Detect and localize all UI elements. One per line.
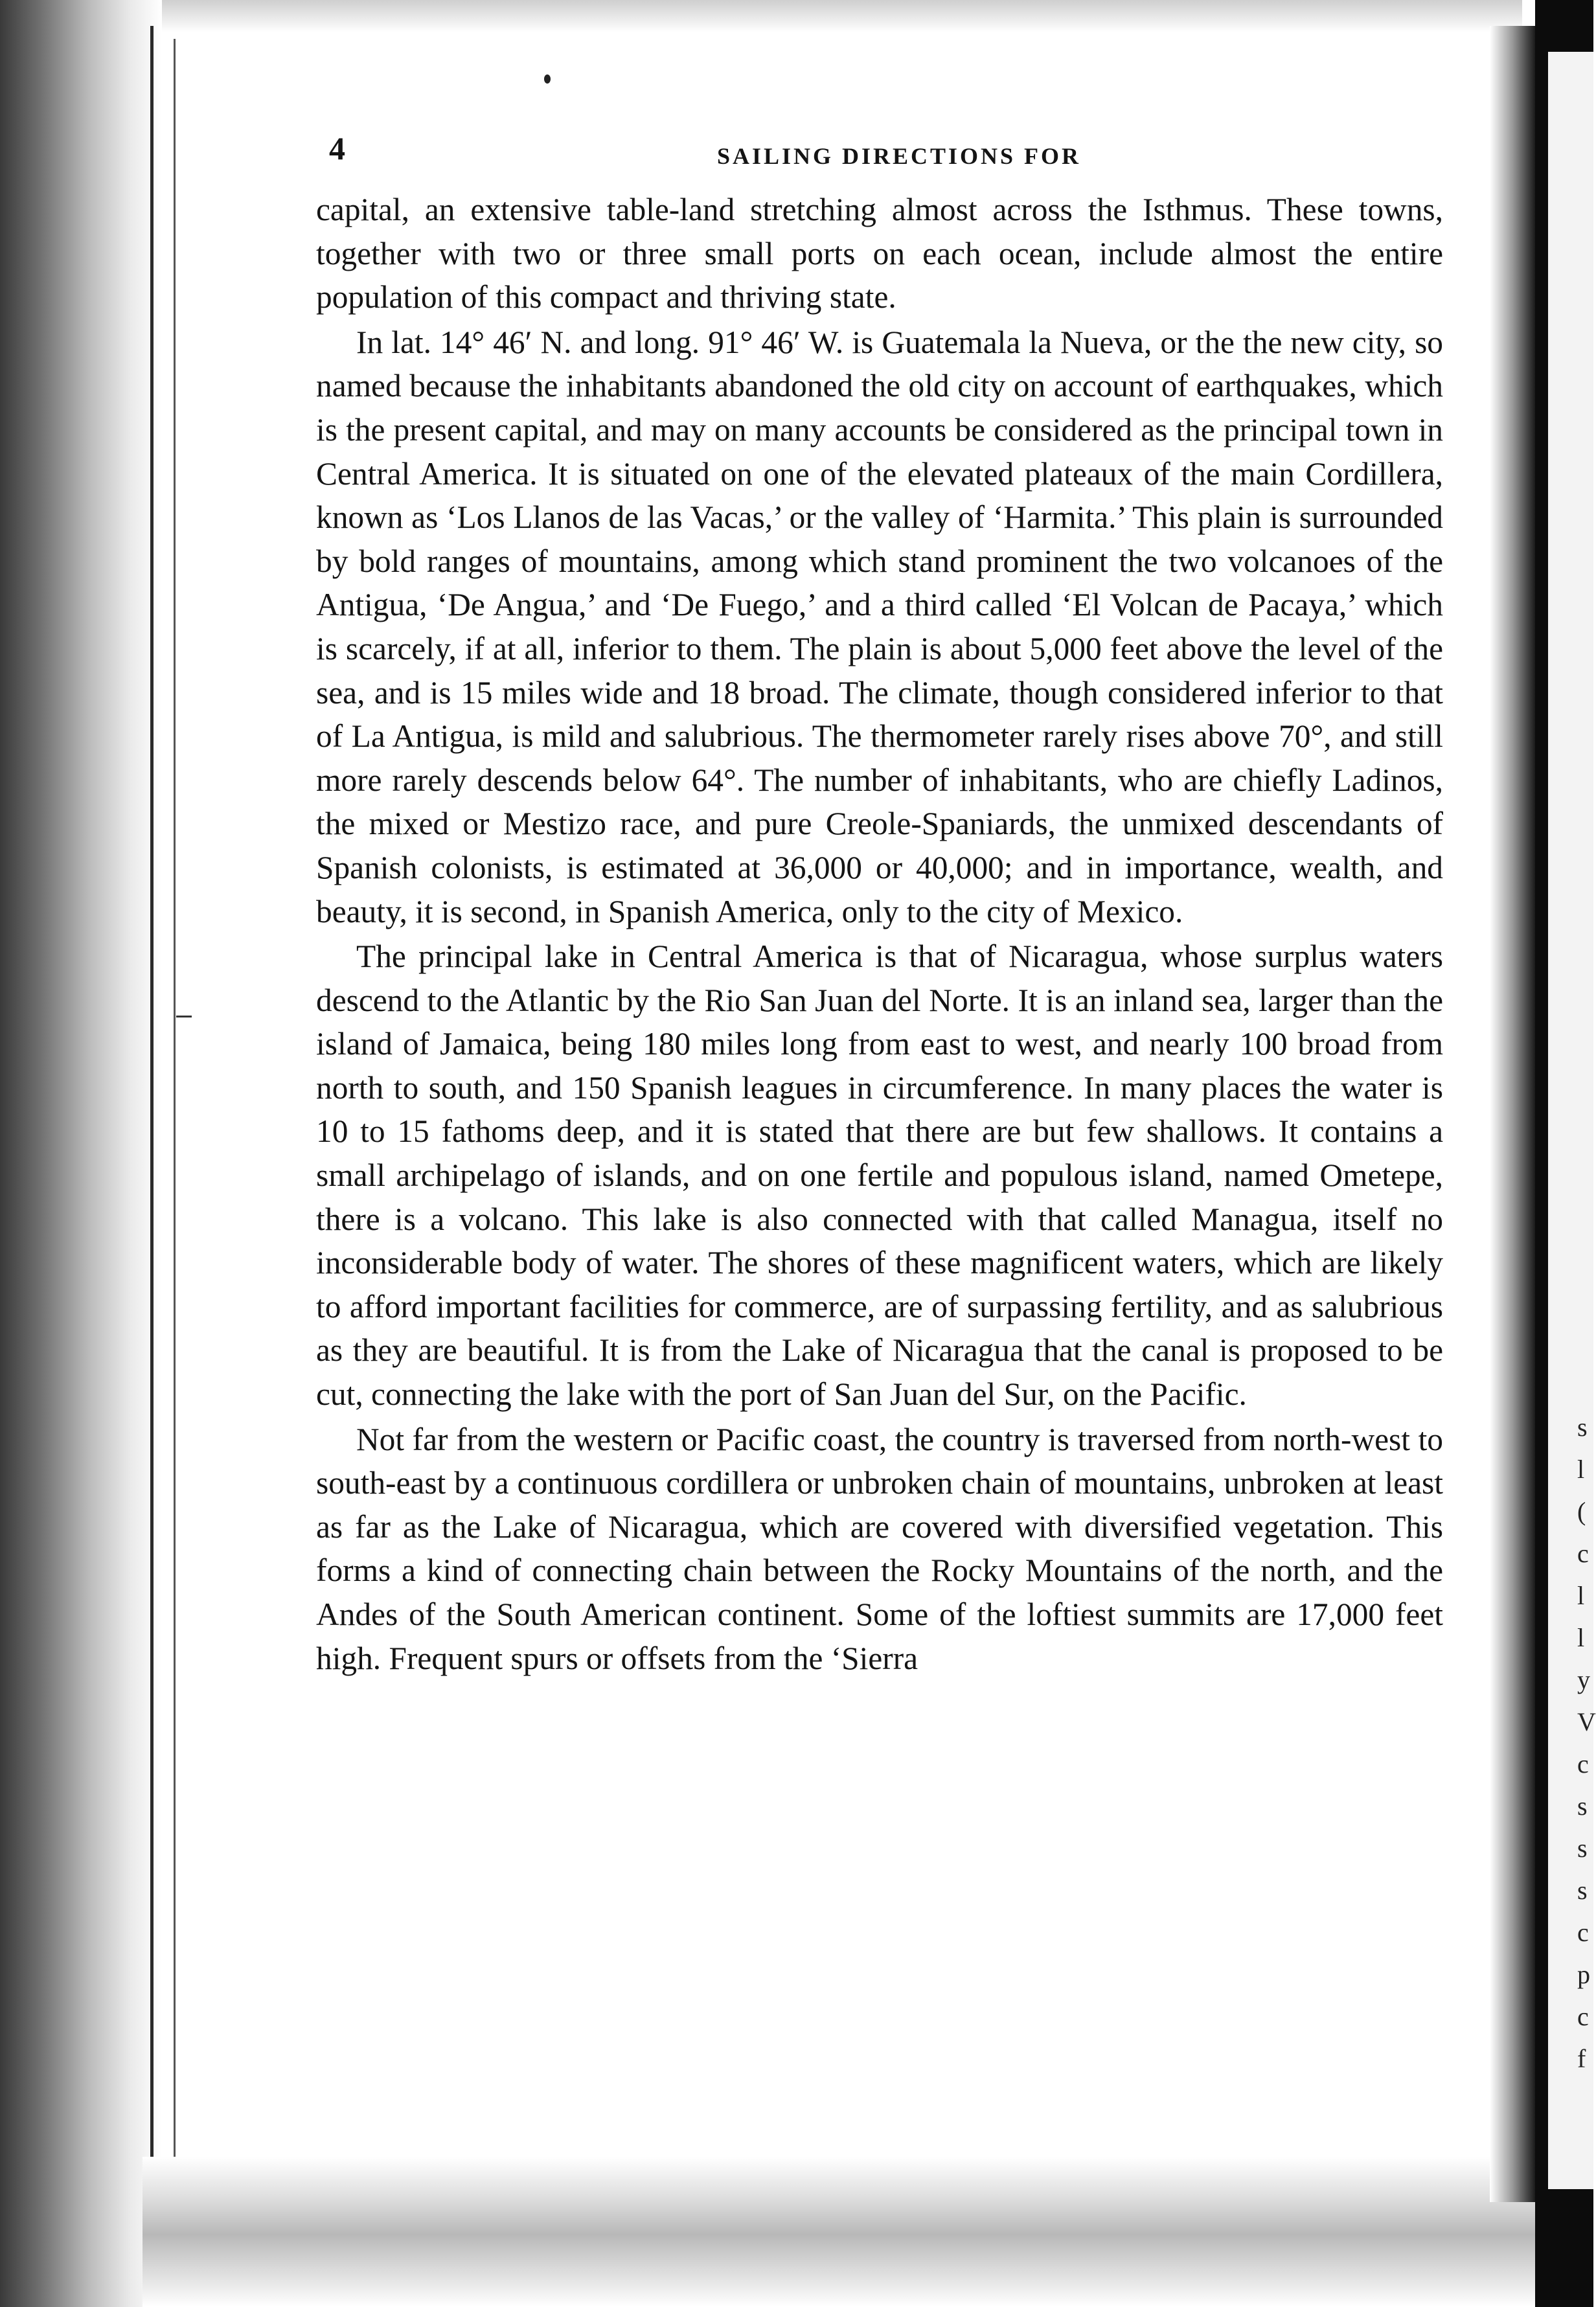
running-title: SAILING DIRECTIONS FOR (716, 143, 1082, 169)
facing-page-letter: s (1577, 1876, 1588, 1905)
page-number: 4 (329, 130, 345, 166)
printer-mark-dot (544, 74, 551, 84)
body-text (316, 188, 1443, 1680)
facing-page-letter: c (1577, 1749, 1589, 1779)
binding-edge-line-inner (174, 39, 176, 2241)
top-page-edge (162, 0, 1522, 32)
binding-edge-line (150, 26, 154, 2241)
facing-page-letter: s (1577, 1834, 1588, 1863)
book-page (316, 117, 1443, 1681)
right-gutter-shadow (1490, 26, 1535, 2202)
facing-page-letter: c (1577, 1918, 1589, 1947)
facing-page-letter: s (1577, 1413, 1588, 1442)
facing-page-letter: l (1577, 1623, 1585, 1652)
facing-page-letter: y (1577, 1665, 1590, 1694)
facing-page-strip (1548, 52, 1593, 2189)
facing-page-letter: ( (1577, 1497, 1586, 1526)
facing-page-letter: l (1577, 1581, 1585, 1610)
margin-mark (176, 1016, 192, 1017)
facing-page-letter: l (1577, 1455, 1585, 1484)
facing-page-letter: c (1577, 1539, 1589, 1568)
facing-page-letter: f (1577, 2044, 1586, 2073)
paragraph: The principal lake in Central America is that of Nicaragua, whose surplus waters descend to the Atlantic by the Rio San Juan del Norte. It is an inland sea, larger than the island of Jamaica, being 180 miles long from east to west, and nearly 100 broad from north to south, and 150 Spanish leagues in circumference. In many places the water is 10 to 15 fathoms deep, and it is stated that there are but few shallows. It contains a small archipelago of islands, and on one fertile and populous island, named Ometepe, there is a volcano. This lake is also connected with that called Managua, itself no inconsiderable body of water. The shores of these magnificent waters, which are likely to afford important facilities for commerce, are of surpassing fertility, and as salubrious as they are beautiful. It is from the Lake of Nicaragua that the canal is proposed to be cut, connecting the lake with the port of San Juan del Sur, on the Pacific. (316, 938, 1443, 1413)
bottom-page-edge (142, 2157, 1568, 2307)
facing-page-letter: V (1577, 1707, 1596, 1736)
left-binding-shadow (0, 0, 162, 2307)
running-head (316, 117, 1443, 181)
facing-page-letter: s (1577, 1791, 1588, 1821)
paragraph: capital, an extensive table-land stretching almost across the Isthmus. These towns, together with two or three small ports on each ocean, include almost the entire population of this compact and thriving state. (316, 192, 1443, 315)
facing-page-letter: c (1577, 2002, 1589, 2031)
paragraph: In lat. 14° 46′ N. and long. 91° 46′ W. is Guatemala la Nueva, or the the new city, so named because the inhabitants abandoned the old city on account of earthquakes, which is the present capital, and may on many accounts be considered as the principal town in Central America. It is situated on one of the elevated plateaux of the main Cordillera, known as ‘Los Llanos de las Vacas,’ or the valley of ‘Harmita.’ This plain is surrounded by bold ranges of mountains, among which stand prominent the two volcanoes of the Antigua, ‘De Angua,’ and ‘De Fuego,’ and a third called ‘El Volcan de Pacaya,’ which is scarcely, if at all, inferior to them. The plain is about 5,000 feet above the level of the sea, and is 15 miles wide and 18 broad. The climate, though considered inferior to that of La Antigua, is mild and salubrious. The thermometer rarely rises above 70°, and still more rarely descends below 64°. The number of inhabitants, who are chiefly Ladinos, the mixed or Mestizo race, and pure Creole-Spaniards, the unmixed descendants of Spanish colonists, is estimated at 36,000 or 40,000; and in importance, wealth, and beauty, it is second, in Spanish America, only to the city of Mexico. (316, 324, 1443, 929)
paragraph: Not far from the western or Pacific coast, the country is traversed from north-west to south-east by a continuous cordillera or unbroken chain of mountains, unbroken at least as far as the Lake of Nicaragua, which are covered with diversified vegetation. This forms a kind of connecting chain between the Rocky Mountains of the north, and the Andes of the South American continent. Some of the loftiest summits are 17,000 feet high. Frequent spurs or offsets from the ‘Sierra (316, 1421, 1443, 1676)
facing-page-letter: p (1577, 1960, 1590, 1989)
